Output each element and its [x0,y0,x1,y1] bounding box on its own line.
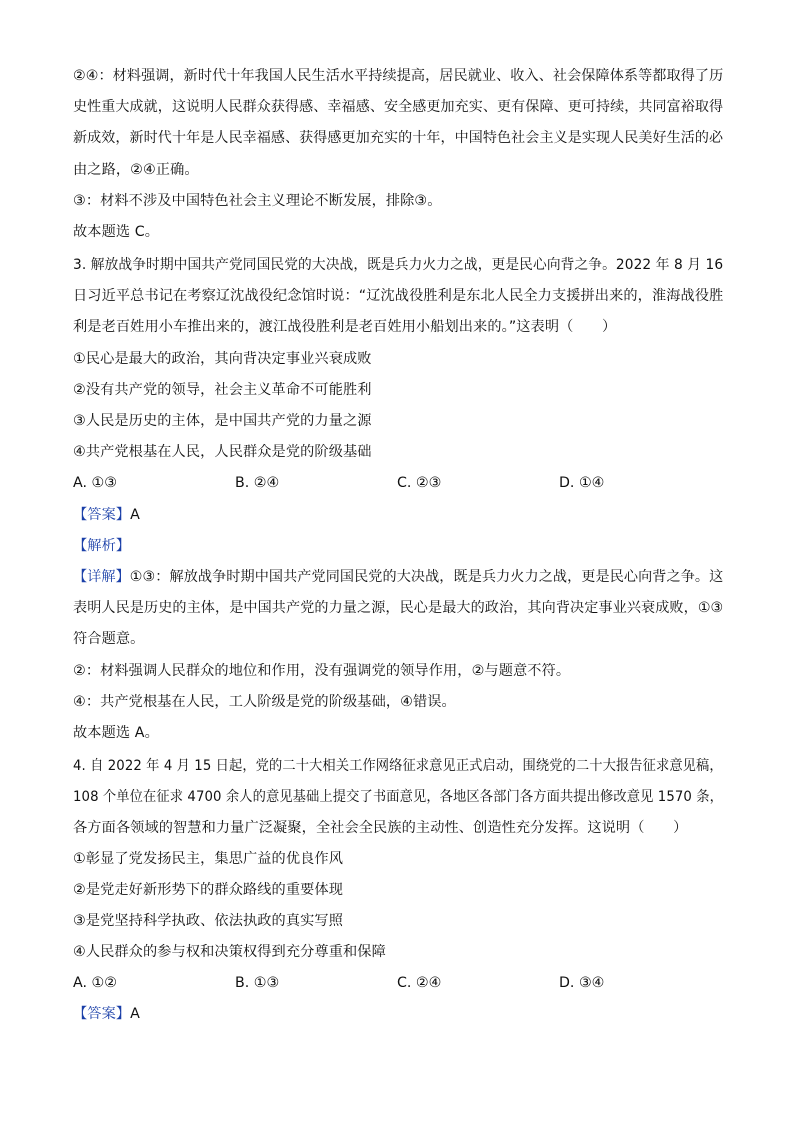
question-3-item: ①民心是最大的政治，其向背决定事业兴衰成败 [73,351,372,367]
option-b: B. ②④ [235,475,280,491]
answer-tag: 【答案】 [73,1006,131,1022]
question-3-detail: ②：材料强调人民群众的地位和作用，没有强调党的领导作用，②与题意不符。 [73,663,571,679]
question-3-stem: 3. 解放战争时期中国共产党同国民党的大决战，既是兵力火力之战，更是民心向背之争。2022 年 8 月 16 [73,257,724,273]
question-3-conclusion: 故本题选 A。 [73,725,159,741]
question-4-stem: 各方面各领域的智慧和力量广泛凝聚，全社会全民族的主动性、创造性充分发挥。这说明（ ） [73,820,688,836]
prev-analysis-line: ③：材料不涉及中国特色社会主义理论不断发展，排除③。 [73,193,442,209]
detail-tag: 【详解】 [73,569,130,585]
question-4-stem: 108 个单位在征求 4700 余人的意见基础上提交了书面意见，各地区各部门各方面共提出修改意见 1570 条， [73,789,723,805]
question-3-detail: ④：共产党根基在人民，工人阶级是党的阶级基础，④错误。 [73,694,456,710]
option-b: B. ①③ [235,975,280,991]
question-4-options [73,973,723,993]
question-3-item: ④共产党根基在人民，人民群众是党的阶级基础 [73,444,372,460]
prev-conclusion: 故本题选 C。 [73,224,160,240]
question-4-item: ②是党走好新形势下的群众路线的重要体现 [73,882,343,898]
option-d: D. ③④ [559,975,605,991]
option-c: C. ②④ [397,975,442,991]
question-3-analysis-heading [73,536,130,556]
question-3-options [73,473,723,493]
question-3-item: ③人民是历史的主体，是中国共产党的力量之源 [73,413,372,429]
answer-tag: 【答案】 [73,507,131,523]
answer-value: A [130,1006,140,1022]
question-3-stem: 日习近平总书记在考察辽沈战役纪念馆时说：“辽沈战役胜利是东北人民全力支援拼出来的，淮海战役胜 [73,288,724,304]
question-3-item: ②没有共产党的领导，社会主义革命不可能胜利 [73,382,372,398]
option-a: A. ①③ [73,475,117,491]
question-4-item: ③是党坚持科学执政、依法执政的真实写照 [73,913,343,929]
prev-analysis-line: ②④：材料强调，新时代十年我国人民生活水平持续提高，居民就业、收入、社会保障体系等都取得了历 [73,68,724,84]
answer-value: A [130,507,140,523]
question-4-item: ④人民群众的参与权和决策权得到充分尊重和保障 [73,944,386,960]
prev-analysis-line: 史性重大成就，这说明人民群众获得感、幸福感、安全感更加充实、更有保障、更可持续，共同富裕取得 [73,99,724,115]
prev-analysis-line: 新成效，新时代十年是人民幸福感、获得感更加充实的十年，中国特色社会主义是实现人民美好生活的必 [73,130,724,146]
question-3-answer [73,505,140,525]
question-3-stem: 利是老百姓用小车推出来的，渡江战役胜利是老百姓用小船划出来的。”这表明（ ） [73,319,617,335]
detail-text: ①③：解放战争时期中国共产党同国民党的大决战，既是兵力火力之战，更是民心向背之争。这 [129,569,724,585]
option-d: D. ①④ [559,475,605,491]
prev-analysis-line: 由之路，②④正确。 [73,162,199,178]
question-4-item: ①彰显了党发扬民主，集思广益的优良作风 [73,851,343,867]
question-3-detail: 表明人民是历史的主体，是中国共产党的力量之源，民心是最大的政治，其向背决定事业兴衰成败，①③ [73,600,724,616]
question-4-answer [73,1004,140,1024]
question-3-detail [73,567,723,587]
option-c: C. ②③ [397,475,442,491]
question-3-detail: 符合题意。 [73,631,145,647]
option-a: A. ①② [73,975,117,991]
analysis-tag: 【解析】 [73,538,131,554]
question-4-stem: 4. 自 2022 年 4 月 15 日起，党的二十大相关工作网络征求意见正式启动，围绕党的二十大报告征求意见稿， [73,758,723,774]
